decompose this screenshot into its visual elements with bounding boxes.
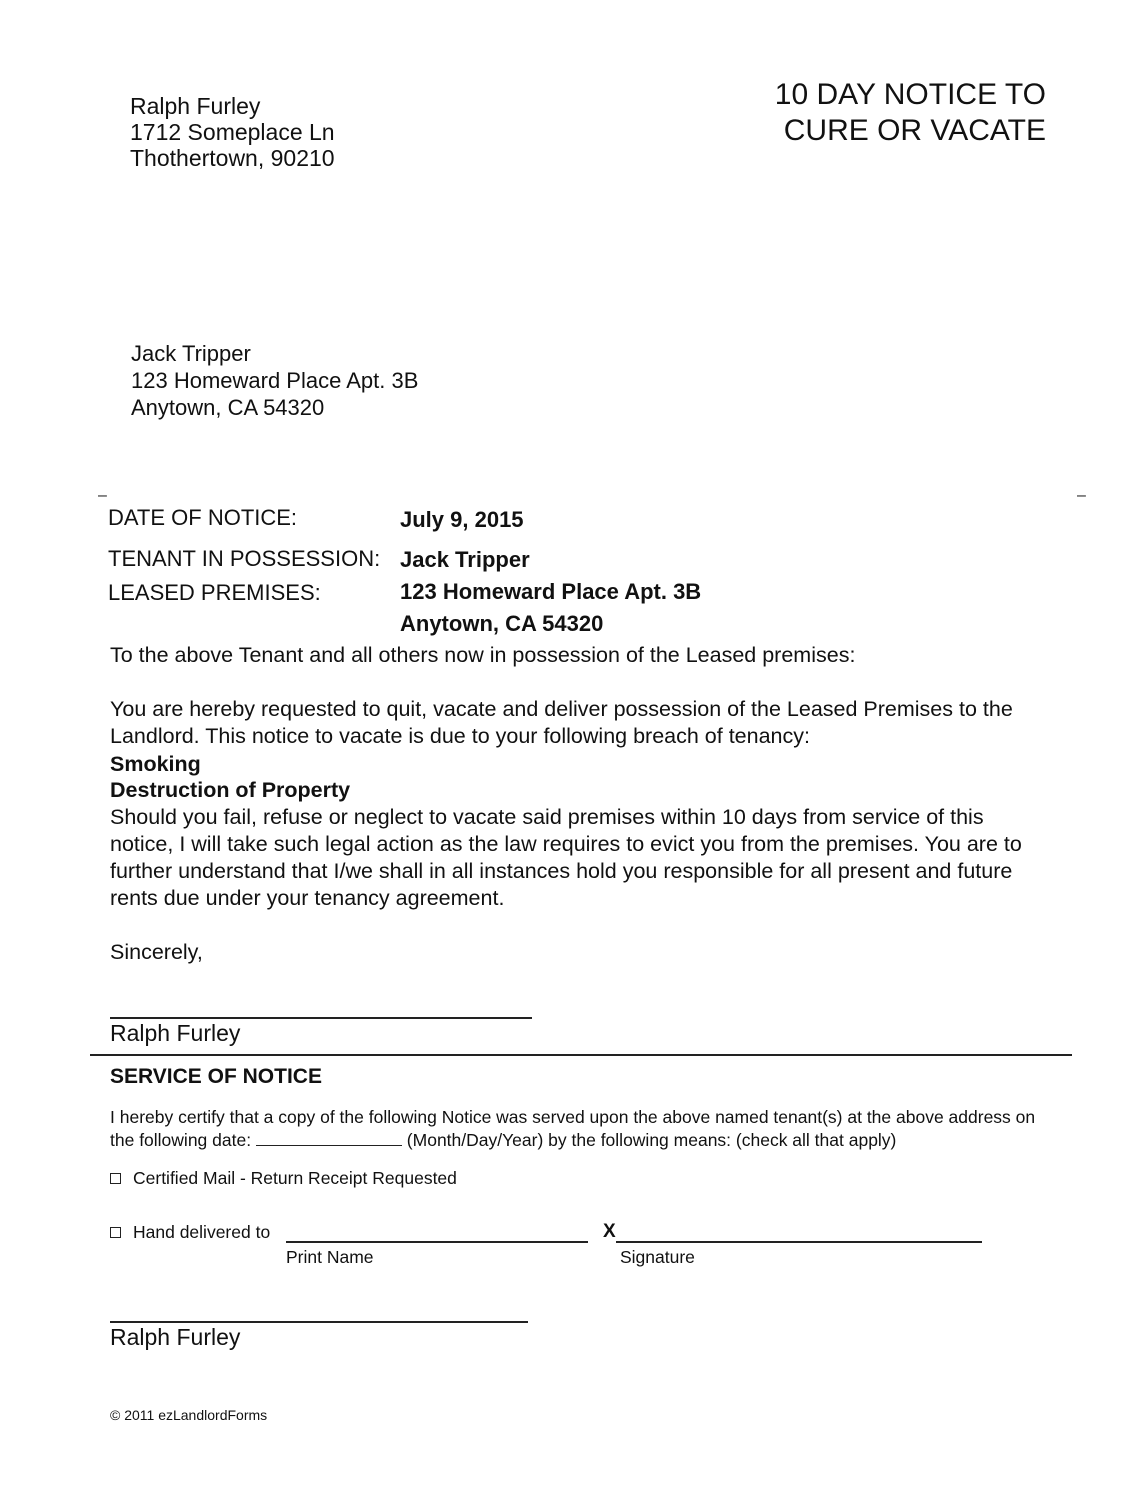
recipient-city: Anytown, CA 54320 [131, 395, 325, 420]
breach-item: Destruction of Property [110, 778, 351, 802]
date-blank [256, 1131, 402, 1146]
signature-x-mark: X [603, 1221, 616, 1242]
signature-caption: Signature [620, 1247, 695, 1267]
sender-name: Ralph Furley [130, 93, 261, 119]
fold-mark-right: – [1077, 487, 1086, 504]
premises-line2: Anytown, CA 54320 [400, 611, 604, 636]
signature-line [110, 1017, 532, 1019]
hand-delivered-option [110, 1222, 270, 1243]
tenant-label: TENANT IN POSSESSION: [108, 546, 381, 571]
date-label: DATE OF NOTICE: [108, 505, 298, 530]
date-value: July 9, 2015 [400, 507, 524, 532]
notice-title-line2: CURE OR VACATE [783, 114, 1046, 147]
recipient-name: Jack Tripper [131, 341, 251, 366]
service-certification [110, 1106, 1060, 1152]
service-text-before: I hereby certify that a copy of the following Notice was served upon the above named tenant(s) at the above address on the following date: [110, 1107, 1036, 1150]
fold-mark-left: – [98, 487, 107, 504]
service-text-after: (Month/Day/Year) by the following means: (check all that apply) [401, 1130, 897, 1150]
notice-title [775, 77, 1046, 149]
tenant-value: Jack Tripper [400, 547, 530, 572]
hand-delivered-checkbox[interactable] [110, 1227, 121, 1238]
certified-mail-label: Certified Mail - Return Receipt Requested [133, 1168, 457, 1188]
sender-address [130, 93, 335, 171]
request-paragraph: You are hereby requested to quit, vacate and deliver possession of the Leased Premises to the Landlord. This notice to vacate is due to your following breach of tenancy: [110, 697, 1013, 748]
recipient-address [131, 340, 418, 421]
server-name: Ralph Furley [110, 1324, 241, 1350]
recipient-street: 123 Homeward Place Apt. 3B [131, 368, 419, 393]
premises-label: LEASED PREMISES: [108, 580, 321, 605]
salutation: To the above Tenant and all others now in possession of the Leased premises: [110, 643, 856, 667]
closing: Sincerely, [110, 940, 203, 964]
service-heading: SERVICE OF NOTICE [110, 1065, 322, 1088]
print-name-caption: Print Name [286, 1247, 374, 1267]
notice-title-line1: 10 DAY NOTICE TO [774, 78, 1046, 111]
sender-street: 1712 Someplace Ln [130, 119, 335, 145]
signature-line [110, 1321, 528, 1323]
breach-item: Smoking [110, 752, 201, 776]
premises-line1: 123 Homeward Place Apt. 3B [400, 579, 702, 604]
warning-paragraph: Should you fail, refuse or neglect to vacate said premises within 10 days from service of this notice, I will take such legal action as the law requires to evict you from the premises. You are to further understand that I/we shall in all instances hold you responsible for all present and future rents due under your tenancy agreement. [110, 805, 1022, 910]
signature-line [616, 1241, 982, 1243]
print-name-line [286, 1241, 588, 1243]
hand-delivered-label: Hand delivered to [133, 1222, 271, 1242]
copyright: © 2011 ezLandlordForms [110, 1407, 268, 1423]
signer-name: Ralph Furley [110, 1020, 241, 1046]
certified-mail-checkbox[interactable] [110, 1173, 121, 1184]
section-divider [90, 1054, 1072, 1056]
sender-city: Thothertown, 90210 [130, 145, 335, 171]
certified-mail-option [110, 1168, 457, 1189]
